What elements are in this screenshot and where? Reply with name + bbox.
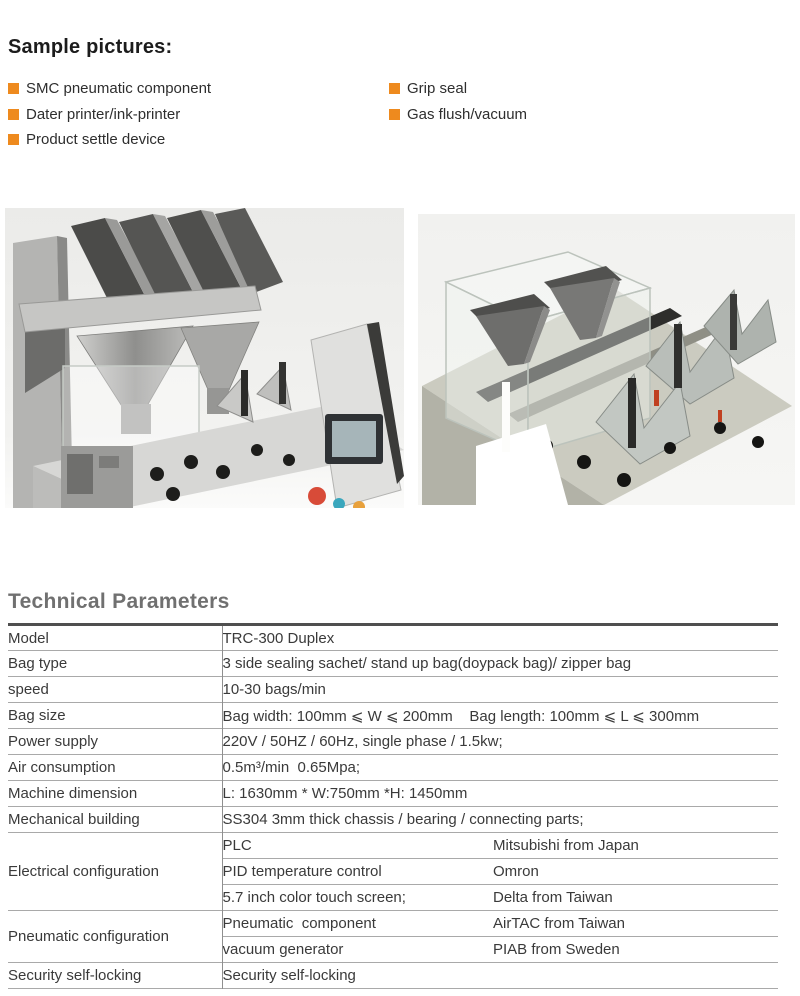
param-label: Bag size (8, 703, 222, 729)
table-row (8, 625, 778, 651)
param-value: 10-30 bags/min (222, 677, 778, 703)
bullet-square-icon (389, 109, 400, 120)
param-label: Mechanical building (8, 807, 222, 833)
param-label: Bag type (8, 651, 222, 677)
list-item (8, 76, 211, 102)
param-brand: PIAB from Sweden (493, 937, 778, 963)
param-group-label: Electrical configuration (8, 833, 222, 911)
param-label: Machine dimension (8, 781, 222, 807)
param-label: Security self-locking (8, 963, 222, 989)
sample-photo-right (418, 214, 795, 505)
bullet-square-icon (8, 109, 19, 120)
table-row (8, 703, 778, 729)
param-value: Bag width: 100mm ⩽ W ⩽ 200mm Bag length: 100mm ⩽ L ⩽ 300mm (222, 703, 778, 729)
sample-photo-left (5, 208, 404, 508)
sample-pictures-heading: Sample pictures: (8, 36, 173, 58)
param-label: Model (8, 625, 222, 651)
param-value: SS304 3mm thick chassis / bearing / connecting parts; (222, 807, 778, 833)
param-value: 3 side sealing sachet/ stand up bag(doypack bag)/ zipper bag (222, 651, 778, 677)
param-label: Air consumption (8, 755, 222, 781)
param-label: speed (8, 677, 222, 703)
list-item (389, 102, 527, 128)
table-row (8, 911, 778, 937)
list-item (389, 76, 527, 102)
param-label: Power supply (8, 729, 222, 755)
param-value: 0.5m³/min 0.65Mpa; (222, 755, 778, 781)
param-value: 220V / 50HZ / 60Hz, single phase / 1.5kw; (222, 729, 778, 755)
param-value: TRC-300 Duplex (222, 629, 335, 647)
param-value: L: 1630mm * W:750mm *H: 1450mm (222, 781, 778, 807)
param-sub-name: PLC (222, 833, 493, 859)
table-row (8, 807, 778, 833)
table-row (8, 651, 778, 677)
param-sub-name: Pneumatic component (222, 911, 493, 937)
feature-list-left (8, 76, 211, 153)
feature-label: SMC pneumatic component (26, 80, 212, 98)
list-item (8, 127, 211, 153)
hopper-closeup-illustration (418, 214, 795, 505)
technical-parameters-table (8, 623, 778, 989)
bullet-square-icon (8, 83, 19, 94)
table-row (8, 833, 778, 859)
feature-label: Product settle device (26, 131, 166, 149)
feature-label: Gas flush/vacuum (407, 105, 528, 123)
param-sub-name: PID temperature control (222, 859, 493, 885)
technical-parameters-heading: Technical Parameters (8, 590, 230, 613)
param-brand: Omron (493, 859, 778, 885)
param-group-label: Pneumatic configuration (8, 911, 222, 963)
bullet-square-icon (389, 83, 400, 94)
param-value: Security self-locking (222, 963, 778, 989)
table-row (8, 729, 778, 755)
table-row (8, 963, 778, 989)
param-sub-name: 5.7 inch color touch screen; (222, 885, 493, 911)
packaging-machine-illustration (5, 208, 404, 508)
param-brand: Delta from Taiwan (493, 885, 778, 911)
table-row (8, 677, 778, 703)
bullet-square-icon (8, 134, 19, 145)
list-item (8, 102, 211, 128)
table-row (8, 755, 778, 781)
feature-label: Dater printer/ink-printer (26, 105, 181, 123)
feature-label: Grip seal (407, 80, 468, 98)
param-brand: AirTAC from Taiwan (493, 911, 778, 937)
param-brand: Mitsubishi from Japan (493, 833, 778, 859)
feature-list-right (389, 76, 527, 127)
param-sub-name: vacuum generator (222, 937, 493, 963)
table-row (8, 781, 778, 807)
